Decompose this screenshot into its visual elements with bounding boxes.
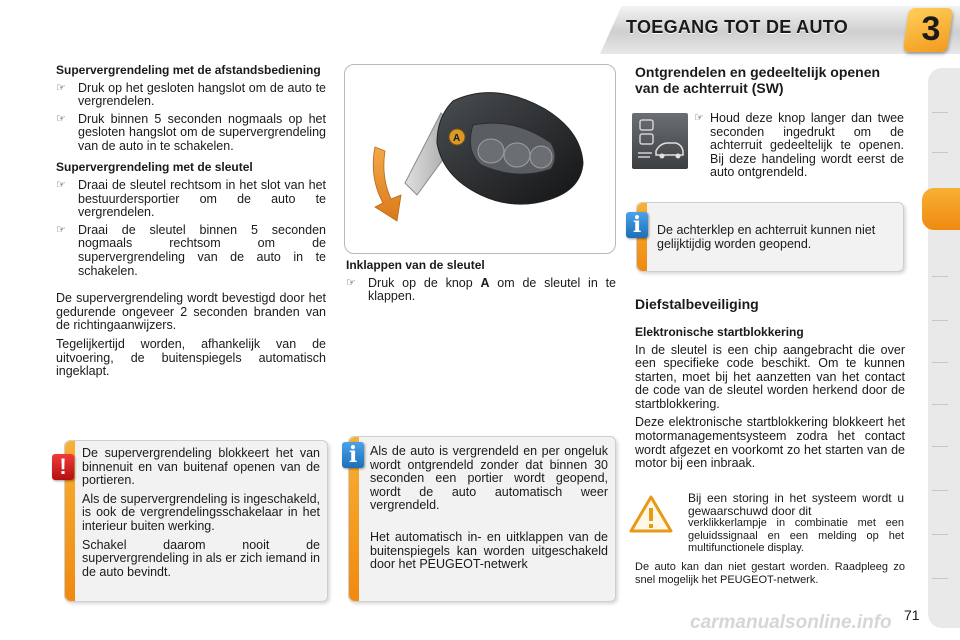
page-title: TOEGANG TOT DE AUTO [626, 17, 849, 37]
fault-text-3: De auto kan dan niet gestart worden. Raadpleeg zo snel mogelijk het PEUGEOT-netwerk. [635, 561, 905, 586]
fault-text-block-2 [635, 561, 905, 586]
tab-divider [932, 404, 948, 405]
exclamation-icon: ! [52, 454, 74, 480]
key-illustration [344, 64, 616, 254]
pointing-hand-icon: ☞ [56, 112, 66, 125]
key-fob-illustration [345, 65, 615, 253]
tab-divider [932, 112, 948, 113]
warning-triangle-icon [628, 494, 674, 534]
list-item [694, 112, 904, 180]
unlock-text-block [694, 112, 904, 180]
mirror-paragraph: Tegelijkertijd worden, afhankelijk van de uitvoering, de buitenspiegels automatisch ingeklapt. [56, 336, 326, 379]
pointing-hand-icon: ☞ [346, 276, 356, 289]
immobiliser-paragraph-2: Deze elektronische startblokkering blokkeert het motormanagementsysteem zodra het contact wordt afgezet en voorkomt zo het starten van de motor bij een inbraak. [635, 415, 905, 471]
key-button-label: A [453, 133, 461, 144]
key-heading: Supervergrendeling met de sleutel [56, 160, 253, 175]
list-item: ☞ Druk binnen 5 seconden nogmaals op het gesloten hangslot om de supervergrendeling van de auto in te schakelen. [56, 111, 326, 153]
left-column [56, 64, 326, 384]
pointing-hand-icon: ☞ [56, 178, 66, 191]
tab-divider [932, 362, 948, 363]
info-text-tailgate: De achterklep en achterruit kunnen niet gelijktijdig worden geopend. [657, 223, 876, 251]
list-item: ☞ Druk op het gesloten hangslot om de auto te vergrendelen. [56, 80, 326, 109]
fault-text-1: Bij een storing in het systeem wordt u gewaarschuwd door dit [688, 491, 904, 518]
info-text-locking: Als de auto is vergrendeld en per ongeluk wordt ontgrendeld zonder dat binnen 30 seconden een portier wordt geopend, wordt de auto automatisch weer vergrendeld. Het automatisch in- en uitklappen van de buitenspiegels kan worden uitgeschakeld door het PEUGEOT-netwerk [370, 444, 608, 572]
chapter-number: 3 [921, 10, 941, 48]
tab-divider [932, 578, 948, 579]
tab-divider [932, 276, 948, 277]
remote-heading: Supervergrendeling met de afstandsbediening [56, 63, 321, 77]
tab-divider [932, 446, 948, 447]
info-icon: i [342, 442, 364, 468]
car-rear-window-icon [632, 113, 688, 169]
fault-text-2: verklikkerlampje in combinatie met een geluidssignaal en een melding op het multifunctionele display. [688, 517, 904, 554]
page-number: 71 [904, 607, 920, 623]
immobiliser-paragraph-1: In de sleutel is een chip aangebracht die over een specifieke code beschikt. Om te kunnen starten, moet bij het aanzetten van het contact de code van de sleutel worden herkend door de startblokkering. [635, 342, 905, 411]
warning-text: De supervergrendeling blokkeert het van binnenuit en van buitenaf openen van de portieren. Als de supervergrendeling is ingeschakeld, is ook de vergrendelingsschakelaar in het interieur buiten werking. Schakel daarom nooit de supervergrendeling in als er zich iemand in de auto bevindt. [82, 446, 320, 579]
pointing-hand-icon: ☞ [56, 81, 66, 94]
list-item: ☞ Draai de sleutel binnen 5 seconden nogmaals rechtsom om de supervergrendeling van de auto in te schakelen. [56, 222, 326, 278]
tab-divider [932, 534, 948, 535]
fold-heading: Inklappen van de sleutel [346, 258, 485, 272]
chapter-tab-active [922, 188, 960, 230]
watermark: carmanualsonline.info [690, 612, 892, 633]
immobiliser-heading: Elektronische startblokkering [635, 325, 804, 339]
pointing-hand-icon: ☞ [694, 112, 704, 124]
pointing-hand-icon: ☞ [56, 223, 66, 236]
info-icon: i [626, 212, 648, 238]
unlock-text: Houd deze knop langer dan twee seconden ingedrukt om de achterruit gedeeltelijk te openen. Bij deze handeling wordt eerst de auto ontgrendeld. [710, 111, 904, 180]
list-item: ☞ Druk op de knop A om de sleutel in te klappen. [346, 275, 616, 304]
tab-divider [932, 490, 948, 491]
theft-title: Diefstalbeveiliging [635, 296, 759, 312]
list-item: ☞ Draai de sleutel rechtsom in het slot van het bestuurdersportier om de auto te vergrendelen. [56, 177, 326, 220]
unlock-title: Ontgrendelen en gedeeltelijk openen van de achterruit (SW) [635, 64, 881, 96]
rear-window-button-image [632, 113, 688, 169]
fold-arrow-icon [373, 147, 401, 221]
confirm-paragraph: De supervergrendeling wordt bevestigd door het gedurende ongeveer 2 seconden branden van de richtingaanwijzers. [56, 291, 326, 333]
tab-divider [932, 320, 948, 321]
theft-section [635, 296, 905, 476]
middle-column [346, 259, 616, 308]
tab-divider [932, 152, 948, 153]
fault-text-block [688, 492, 904, 554]
